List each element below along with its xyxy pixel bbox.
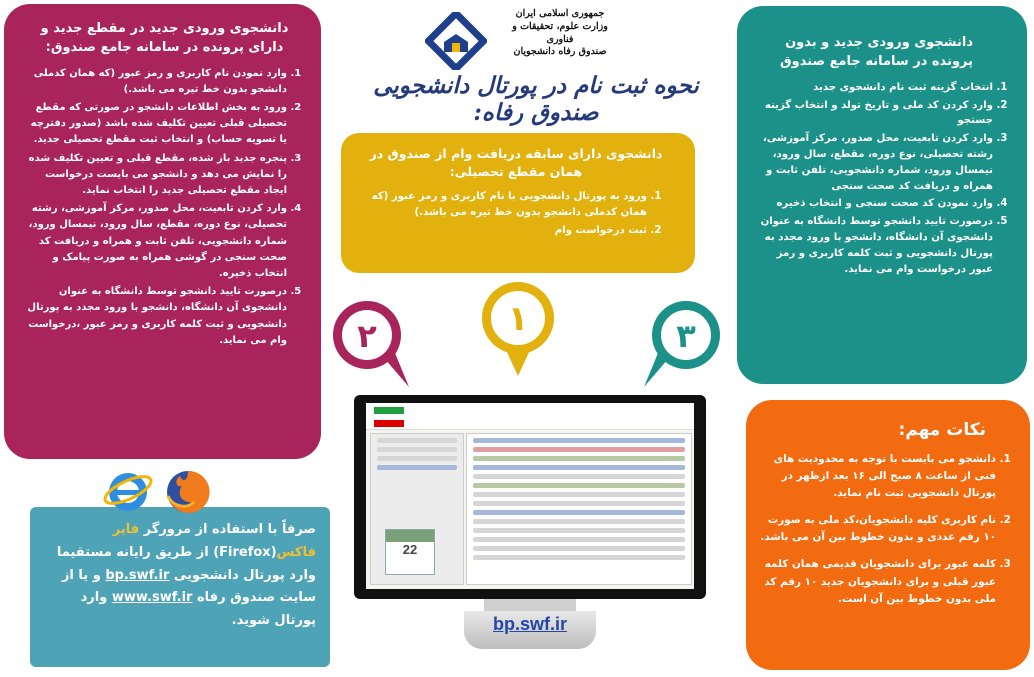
browser-instructions-panel	[30, 507, 330, 667]
notes-title: نکات مهم:	[898, 420, 986, 440]
browser-text-c: و یا از سایت صندوق رفاه	[61, 567, 316, 606]
right-step: 2. وارد کردن کد ملی و تاریخ تولد و انتخاب گزینه جستجو	[751, 98, 993, 130]
screen-content	[466, 433, 692, 585]
fund-site-link[interactable]: www.swf.ir	[111, 590, 193, 606]
center-step: 1. ورود به پورتال دانشجویی با نام کاربری و رمز عبور (که همان کدملی دانشجو بدون خط تیره می باشد.)	[355, 189, 647, 221]
university-logo-icon	[425, 12, 487, 70]
right-step: 4. وارد نمودن کد صحت سنجی و انتخاب ذخیره	[751, 196, 993, 212]
ministry-line-2: وزارت علوم، تحقیقات و فناوری	[512, 20, 608, 45]
portal-link[interactable]: bp.swf.ir	[105, 567, 170, 583]
location-pin-icon	[325, 295, 415, 390]
internet-explorer-icon	[102, 466, 154, 516]
note-item: 3. کلمه عبور برای دانشجویان قدیمی همان کلمه عبور قبلی و برای دانشجویان جدید ۱۰ رقم کد ملی بدون خطوط بین آن است.	[760, 556, 996, 607]
location-pin-icon	[478, 280, 558, 380]
pin-number-2: ۲	[357, 317, 377, 355]
ministry-line-1: جمهوری اسلامی ایران	[515, 8, 605, 19]
left-step: 2. ورود به بخش اطلاعات دانشجو در صورتی که مقطع تحصیلی قبلی تعیین تکلیف شده باشد (صدور دفترچه یا تسویه حساب) و انتخاب ثبت مقطع تحصیلی جدید.	[22, 100, 287, 149]
existing-file-new-degree-panel	[4, 4, 321, 459]
browser-text-b: از طریق رایانه مستقیما وارد پورتال دانشجویی	[56, 544, 316, 583]
pin-number-3: ۳	[676, 317, 696, 355]
monitor-illustration	[354, 395, 706, 657]
important-notes-panel	[746, 400, 1030, 670]
screen-header	[366, 403, 694, 430]
center-step: 2. ثبت درخواست وام	[355, 223, 647, 239]
browser-text-d: وارد پورتال شوید.	[80, 590, 316, 628]
iran-flag-icon	[374, 407, 404, 427]
center-panel-steps	[355, 189, 677, 238]
page-title: نحوه ثبت نام در پورتال دانشجویی صندوق رفاه:	[373, 72, 699, 126]
right-step: 3. وارد کردن تابعیت، محل صدور، مرکز آموزشی، رشته تحصیلی، نوع دوره، مقطع، سال ورود، نیمسال ورود، شماره دانشجویی، تلفن ثابت و همراه و دریافت کد صحت سنجی	[751, 131, 993, 194]
left-step: 3. پنجره جدید باز شده، مقطع قبلی و تعیین تکلیف شده را نمایش می دهد و دانشجو می بایست درخواست ایجاد مقطع تحصیلی جدید را انتخاب نماید.	[22, 151, 287, 200]
calendar-icon	[385, 529, 435, 575]
left-step: 4. وارد کردن تابعیت، محل صدور، مرکز آموزشی، رشته تحصیلی، نوع دوره، مقطع، سال ورود، نیمسال ورود، شماره دانشجویی، تلفن ثابت و همراه و دریافت کد صحت سنجی در گوشی همراه به صورت پیامک و انتخاب ذخیره.	[22, 201, 287, 282]
browser-text-a: صرفاً با استفاده از مرورگر	[139, 522, 316, 537]
left-step: 1. وارد نمودن نام کاربری و رمز عبور (که همان کدملی دانشجو بدون خط تیره می باشد.)	[22, 66, 287, 98]
center-panel-title: دانشجوی دارای سابقه دریافت وام از صندوق در همان مقطع تحصیلی:	[369, 146, 663, 180]
firefox-latin: (Firefox)	[213, 544, 277, 560]
right-step: 1. انتخاب گزینه ثبت نام دانشجوی جدید	[751, 80, 993, 96]
left-step: 5. درصورت تایید دانشجو توسط دانشگاه به عنوان دانشجوی آن دانشگاه، دانشجو با ورود مجدد به پورتال دانشجویی و ثبت کلمه کاربری و رمز عبور ،درخواست وام می نماید.	[22, 284, 287, 349]
firefox-name: فایر فاکس	[112, 522, 316, 560]
location-pin-icon	[638, 295, 728, 390]
monitor-portal-url[interactable]: bp.swf.ir	[492, 614, 567, 634]
calendar-day: 22	[402, 542, 418, 557]
left-panel-steps	[22, 66, 307, 349]
previous-loan-panel	[341, 133, 695, 273]
note-item: 1. دانشجو می بایست با توجه به محدودیت های فنی از ساعت ۸ صبح الی ۱۶ بعد ازظهر در پورتال دانشجویی ثبت نام نماید.	[760, 451, 996, 502]
note-item: 2. نام کاربری کلیه دانشجویان،کد ملی به صورت ۱۰ رقم عددی و بدون خطوط بین آن می باشد.	[760, 512, 996, 546]
new-student-no-file-panel	[737, 6, 1027, 384]
portal-screenshot	[366, 403, 694, 589]
firefox-icon	[162, 466, 214, 516]
ministry-line-3: صندوق رفاه دانشجویان	[513, 46, 607, 58]
right-panel-title: دانشجوی ورودی جدید و بدون پرونده در سامانه جامع صندوق	[780, 35, 973, 69]
right-panel-steps	[751, 80, 1013, 278]
ministry-header	[500, 8, 620, 59]
screen-login-box	[370, 433, 464, 585]
monitor-frame	[354, 395, 706, 599]
pin-number-1: ۱	[507, 299, 529, 339]
right-step: 5. درصورت تایید دانشجو توسط دانشگاه به عنوان دانشجوی آن دانشگاه، دانشجو با ورود مجدد به پورتال دانشجویی و ثبت کلمه کاربری و رمز عبور درخواست وام می نماید.	[751, 214, 993, 277]
left-panel-title: دانشجوی ورودی جدید در مقطع جدید و دارای پرونده در سامانه جامع صندوق:	[40, 21, 289, 55]
notes-list	[760, 451, 1016, 608]
